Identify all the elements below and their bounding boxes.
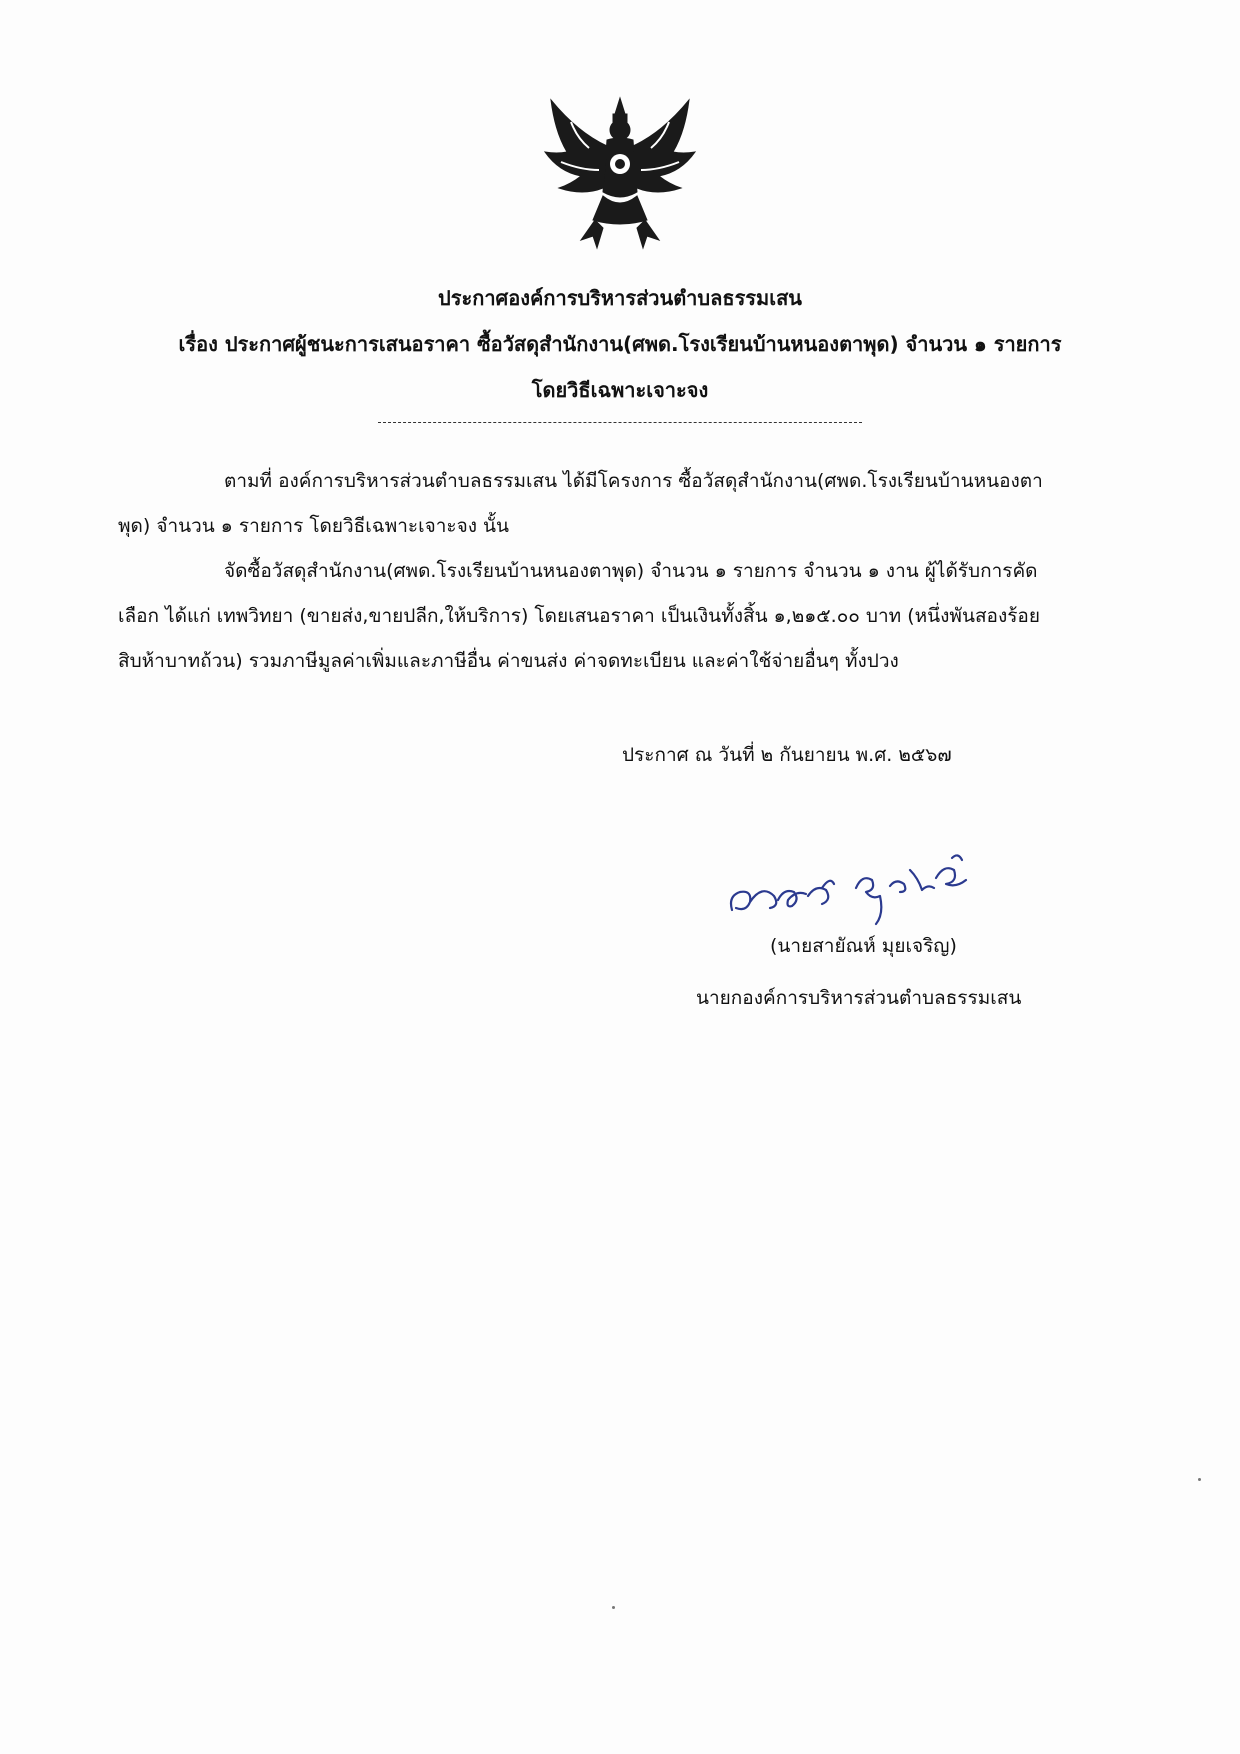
body-line-2: พุด) จำนวน ๑ รายการ โดยวิธีเฉพาะเจาะจง นั้น xyxy=(118,515,510,537)
garuda-emblem-icon xyxy=(537,92,703,252)
scan-speck xyxy=(1198,1478,1201,1481)
body-line-3: จัดซื้อวัสดุสำนักงาน(ศพด.โรงเรียนบ้านหนองตาพุด) จำนวน ๑ รายการ จำนวน ๑ งาน ผู้ได้รับการคัด xyxy=(224,560,1038,582)
separator-line xyxy=(378,422,862,423)
announcement-subject: เรื่อง ประกาศผู้ชนะการเสนอราคา ซื้อวัสดุสำนักงาน(ศพด.โรงเรียนบ้านหนองตาพุด) จำนวน ๑ รายการ xyxy=(178,332,1062,356)
announcement-title: ประกาศองค์การบริหารส่วนตำบลธรรมเสน xyxy=(438,286,802,310)
body-line-5: สิบห้าบาทถ้วน) รวมภาษีมูลค่าเพิ่มและภาษีอื่น ค่าขนส่ง ค่าจดทะเบียน และค่าใช้จ่ายอื่นๆ ทั้งปวง xyxy=(118,650,899,672)
handwritten-signature xyxy=(722,830,992,928)
procurement-method: โดยวิธีเฉพาะเจาะจง xyxy=(531,378,709,402)
body-line-4: เลือก ได้แก่ เทพวิทยา (ขายส่ง,ขายปลีก,ให้บริการ) โดยเสนอราคา เป็นเงินทั้งสิ้น ๑,๒๑๕.๐๐ บาท (หนึ่งพันสองร้อย xyxy=(118,605,1040,627)
signatory-name: (นายสายัณห์ มุยเจริญ) xyxy=(770,935,957,957)
scan-speck xyxy=(612,1606,615,1609)
body-line-1: ตามที่ องค์การบริหารส่วนตำบลธรรมเสน ได้มีโครงการ ซื้อวัสดุสำนักงาน(ศพด.โรงเรียนบ้านหนองตา xyxy=(224,470,1043,492)
announcement-date: ประกาศ ณ วันที่ ๒ กันยายน พ.ศ. ๒๕๖๗ xyxy=(622,744,952,766)
signatory-position: นายกองค์การบริหารส่วนตำบลธรรมเสน xyxy=(696,987,1022,1009)
